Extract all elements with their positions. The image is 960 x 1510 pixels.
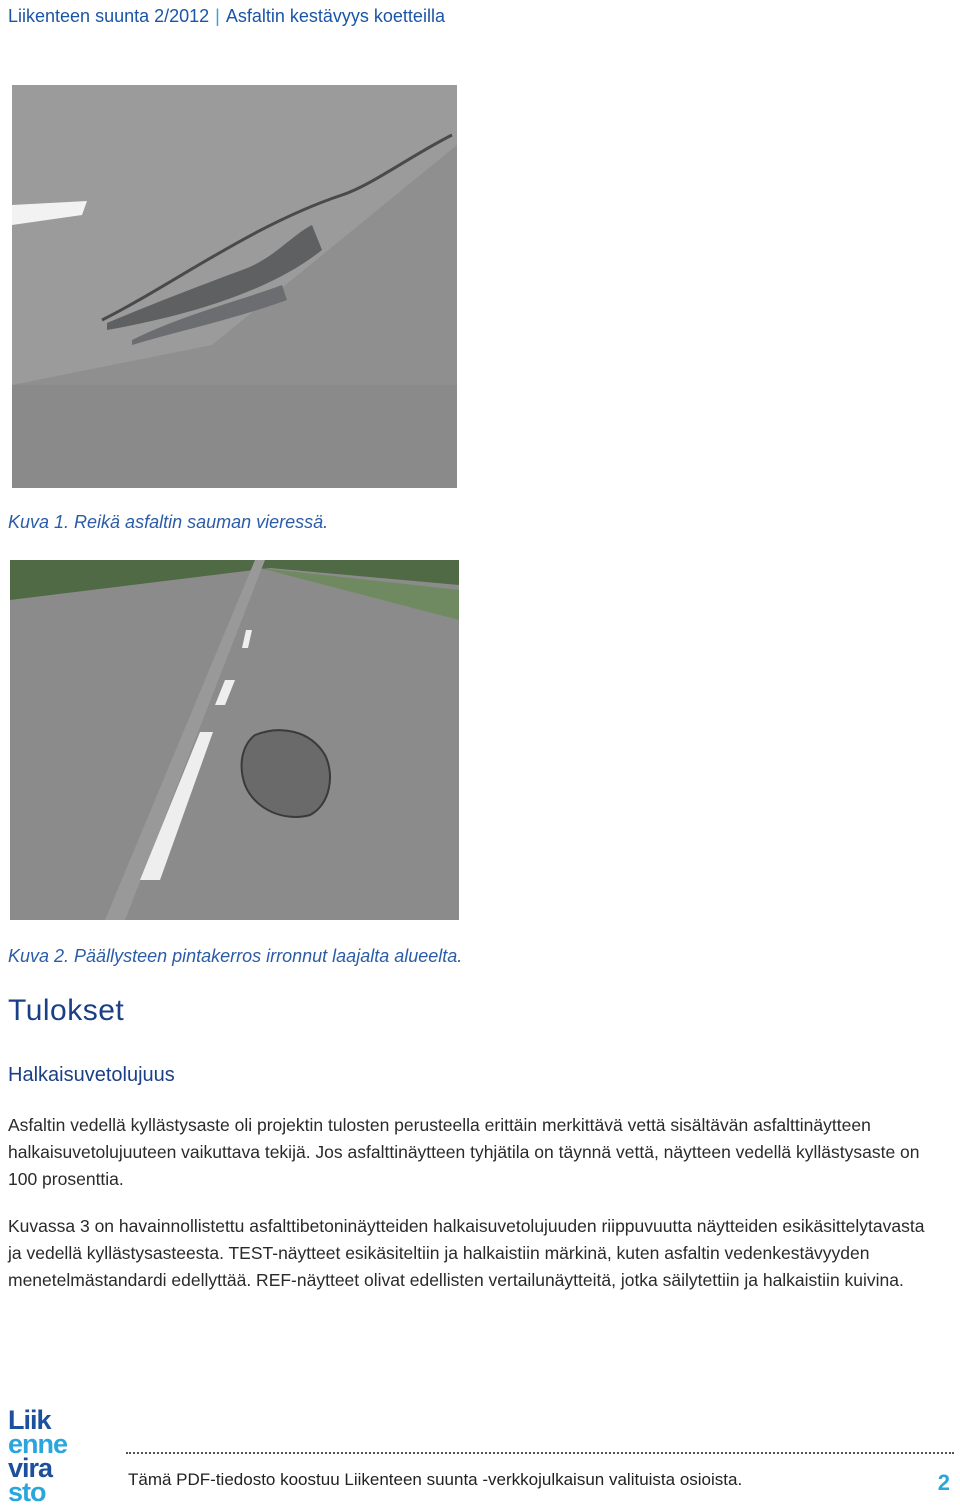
road-damage-image — [10, 560, 459, 920]
footer-note: Tämä PDF-tiedosto koostuu Liikenteen suunta -verkkojulkaisun valituista osioista. — [128, 1470, 743, 1489]
logo-line: Liik — [8, 1405, 51, 1435]
figure-1-photo — [12, 85, 457, 488]
article-title: Asfaltin kestävyys koetteilla — [225, 6, 445, 26]
body-paragraph: Asfaltin vedellä kyllästysaste oli projektin tulosten perusteella erittäin merkittävä vettä sisältävän asfalttinäytteen halkaisuvetolujuuteen vaikuttava tekijä. Jos asfalttinäytteen tyhjätila on täynnä vettä, näytteen vedellä kyllästysaste on 100 prosenttia. — [8, 1115, 920, 1189]
page-number: 2 — [937, 1470, 950, 1495]
section-heading: Tulokset — [8, 994, 125, 1027]
logo-line: vira — [8, 1453, 53, 1483]
body-paragraph: Kuvassa 3 on havainnollistettu asfalttibetoninäytteiden halkaisuvetolujuuden riippuvuutta näytteiden esikäsittelytavasta ja vedellä kyllästysasteesta. TEST-näytteet esikäsiteltiin ja halkaistiin märkinä, kuten asfaltin vedenkestävyyden menetelmästandardi edellyttää. REF-näytteet olivat edellisten vertailunäytteitä, jotka säilytettiin ja halkaistiin kuivina. — [8, 1216, 925, 1290]
footer-divider — [126, 1452, 954, 1454]
running-header — [8, 6, 445, 27]
header-separator: | — [215, 6, 220, 26]
logo-line: enne — [8, 1429, 68, 1459]
figure-2-caption: Kuva 2. Päällysteen pintakerros irronnut laajalta alueelta. — [8, 946, 463, 966]
figure-1-caption: Kuva 1. Reikä asfaltin sauman vieressä. — [8, 512, 329, 532]
figure-2-photo — [10, 560, 459, 920]
logo-line: sto — [8, 1477, 46, 1507]
publication-title: Liikenteen suunta 2/2012 — [8, 6, 210, 26]
asphalt-hole-image — [12, 85, 457, 488]
liikennevirasto-logo — [8, 1405, 98, 1507]
section-subheading: Halkaisuvetolujuus — [8, 1064, 175, 1086]
